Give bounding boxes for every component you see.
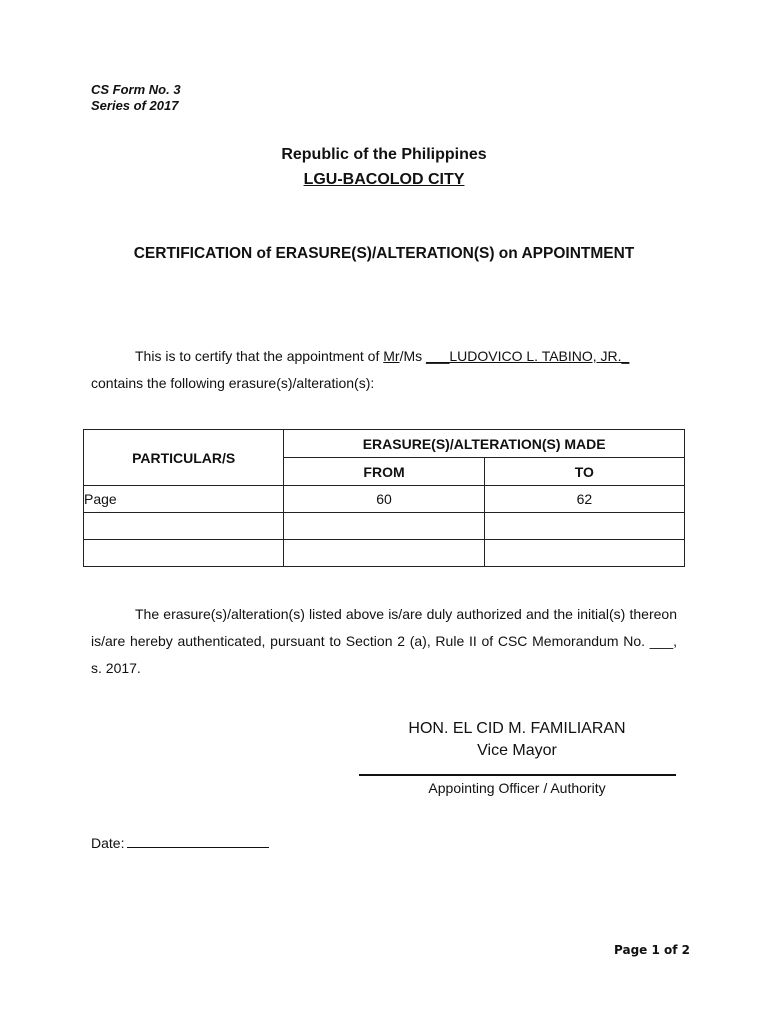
cell-from [284,540,484,567]
header-made: ERASURE(S)/ALTERATION(S) MADE [284,430,685,458]
table-row [84,486,685,513]
header-to: TO [484,458,684,486]
appointee-name: ___LUDOVICO L. TABINO, JR._ [426,348,630,364]
cell-particular: Page [84,486,284,513]
page-number: Page 1 of 2 [614,943,690,957]
date-label: Date: [91,835,125,851]
date-field [91,833,269,851]
cert-text-after: contains the following erasure(s)/alteration(s): [91,375,375,391]
ms-label: /Ms [399,348,423,364]
cell-to: 62 [484,486,684,513]
header-from: FROM [284,458,484,486]
form-number-block [91,82,181,114]
cell-from [284,513,484,540]
form-series: Series of 2017 [91,98,179,113]
signatory-position: Vice Mayor [477,742,557,759]
cell-particular [84,540,284,567]
table-row [84,540,685,567]
erasure-table [83,429,685,567]
header-particular: PARTICULAR/S [84,430,284,486]
certification-paragraph [91,343,681,397]
cert-text-before: This is to certify that the appointment of [135,348,384,364]
signature-line [359,774,676,776]
date-blank-line [127,833,269,848]
authorization-paragraph [91,601,677,682]
table-header-row [84,430,685,458]
cell-particular [84,513,284,540]
form-number: CS Form No. 3 [91,82,181,97]
mr-label: Mr [383,348,400,364]
table-row [84,513,685,540]
signatory-name: HON. EL CID M. FAMILIARAN [408,720,626,737]
cell-from: 60 [284,486,484,513]
cell-to [484,513,684,540]
cell-to [484,540,684,567]
signatory-role: Appointing Officer / Authority [428,780,606,796]
authorization-text: The erasure(s)/alteration(s) listed above is/are duly authorized and the initial(s) thereon is/are hereby authenticated, pursuant to Section 2 (a), Rule II of CSC Memorandum No. ___, s. 2017. [91,606,677,676]
certification-title: CERTIFICATION of ERASURE(S)/ALTERATION(S) on APPOINTMENT [133,245,635,262]
lgu-heading: LGU-BACOLOD CITY [303,171,465,188]
republic-heading: Republic of the Philippines [281,146,487,163]
